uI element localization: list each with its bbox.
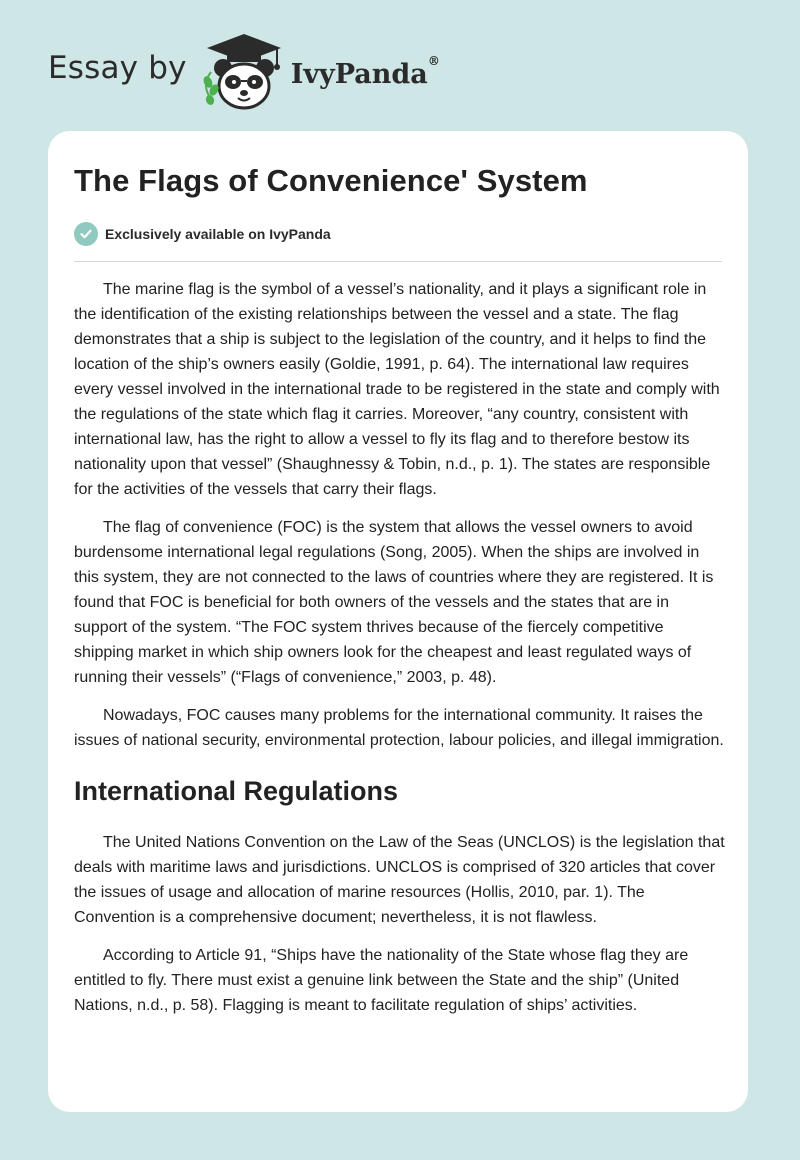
exclusive-badge (74, 222, 331, 246)
paragraph: According to Article 91, “Ships have the nationality of the State whose flag they are entitled to fly. There must exist a genuine link between the State and the ship” (United Nations, n.d., p. 58). Flagging is meant to facilitate regulation of ships’ activities. (74, 947, 689, 1014)
registered-mark: ® (427, 53, 440, 68)
check-icon (74, 222, 98, 246)
brand-name[interactable]: IvyPanda® (290, 53, 440, 90)
brand-prefix: Essay by (48, 50, 187, 86)
page-title: The Flags of Convenience' System (74, 163, 588, 198)
divider (74, 261, 722, 262)
exclusive-label: Exclusively available on IvyPanda (105, 226, 331, 242)
paragraph: The flag of convenience (FOC) is the system that allows the vessel owners to avoid burdensome international legal regulations (Song, 2005). When the ships are involved in this system, they are not connected to the laws of countries where they are registered. It is found that FOC is beneficial for both owners of the vessels and the states that are in support of the system. “The FOC system thrives because of the fiercely competitive shipping market in which ship owners look for the cheapest and least regulated ways of running their vessels” (“Flags of convenience,” 2003, p. 48). (74, 519, 714, 686)
essay-body (74, 277, 726, 1031)
paragraph: The marine flag is the symbol of a vessel’s nationality, and it plays a significant role in the identification of the existing relationships between the vessel and a state. The flag demonstrates that a ship is subject to the legislation of the country, and it helps to find the location of the ship’s owners easily (Goldie, 1991, p. 64). The international law requires every vessel involved in the international trade to be registered in the state and comply with the regulations of the state which flag it carries. Moreover, “any country, consistent with international law, has the right to allow a vessel to fly its flag and to therefore bestow its nationality upon that vessel” (Shaughnessy & Tobin, n.d., p. 1). The states are responsible for the activities of the vessels that carry their flags. (74, 281, 720, 498)
paragraph: The United Nations Convention on the Law of the Seas (UNCLOS) is the legislation that deals with maritime laws and jurisdictions. UNCLOS is comprised of 320 articles that cover the issues of usage and allocation of marine resources (Hollis, 2010, par. 1). The Convention is a comprehensive document; nevertheless, it is not flawless. (74, 834, 725, 926)
section-heading: International Regulations (74, 776, 399, 806)
paragraph: Nowadays, FOC causes many problems for the international community. It raises the issues of national security, environmental protection, labour policies, and illegal immigration. (74, 707, 724, 749)
panda-mascot-icon[interactable] (201, 32, 287, 112)
essay-card (48, 131, 748, 1112)
site-header (48, 32, 440, 112)
